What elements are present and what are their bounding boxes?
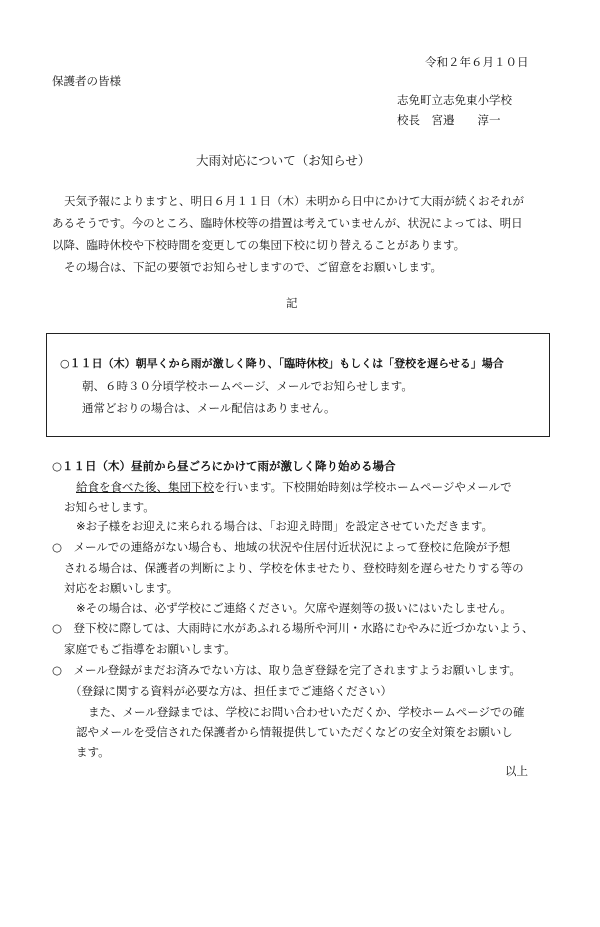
bullet3-line: （登録に関する資料が必要な方は、担任までご連絡ください） <box>70 684 392 698</box>
intro-line: あるそうです。今のところ、臨時休校等の措置は考えていませんが、状況によっては、明日 <box>52 216 523 230</box>
closing-ijo: 以上 <box>505 764 528 778</box>
bullet3-line: ○ メール登録がまだお済みでない方は、取り急ぎ登録を完了されますようお願いします。 <box>52 663 521 677</box>
issue-date: 令和２年６月１０日 <box>425 55 529 69</box>
document-title: 大雨対応について（お知らせ） <box>196 153 371 168</box>
bullet3-line: 認やメールを受信された保護者から情報提供していただくなどの安全対策をお願いし <box>76 725 513 739</box>
case2-line <box>76 479 512 495</box>
intro-line: その場合は、下記の要領でお知らせしますので、ご留意をお願いします。 <box>64 260 443 274</box>
bullet1-note: ※その場合は、必ず学校にご連絡ください。欠席や遅刻等の扱いにはいたしません。 <box>76 601 512 615</box>
recipient: 保護者の皆様 <box>52 74 121 88</box>
case1-heading: ○１１日（木）朝早くから雨が激しく降り、「臨時休校」もしくは「登校を遅らせる」場合 <box>60 357 504 370</box>
bullet2-line: ○ 登下校に際しては、大雨時に水があふれる場所や河川・水路にむやみに近づかないよう、 <box>52 621 534 635</box>
intro-line: 以降、臨時休校や下校時間を変更しての集団下校に切り替えることがあります。 <box>52 238 466 252</box>
intro-line: 天気予報によりますと、明日６月１１日（木）未明から日中にかけて大雨が続くおそれが <box>64 194 524 208</box>
case2-note: ※お子様をお迎えに来られる場合は、「お迎え時間」を設定させていただきます。 <box>76 519 493 533</box>
case2-line-rest: を行います。下校開始時刻は学校ホームページやメールで <box>214 480 512 494</box>
case2-line: お知らせします。 <box>64 500 155 514</box>
bullet1-line: ○ メールでの連絡がない場合も、地域の状況や住居付近状況によって登校に危険が予想 <box>52 540 511 554</box>
bullet1-line: 対応をお願いします。 <box>64 581 179 595</box>
case2-underlined-text: 給食を食べた後、集団下校 <box>76 480 214 494</box>
case1-line: 通常どおりの場合は、メール配信はありません。 <box>82 401 336 415</box>
bullet3-line: また、メール登録までは、学校にお問い合わせいただくか、学校ホームページでの確 <box>88 705 525 719</box>
bullet1-line: される場合は、保護者の判断により、学校を休ませたり、登校時刻を遅らせたりする等の <box>64 561 524 575</box>
bullet3-line: ます。 <box>76 745 110 759</box>
school-name: 志免町立志免東小学校 <box>397 93 512 107</box>
case1-line: 朝、６時３０分頃学校ホームページ、メールでお知らせします。 <box>82 379 413 393</box>
ki-marker: 記 <box>286 296 298 310</box>
principal-name: 校長 宮邉 淳一 <box>397 113 501 127</box>
case2-heading: ○１１日（木）昼前から昼ごろにかけて雨が激しく降り始める場合 <box>52 459 396 473</box>
bullet2-line: 家庭でもご指導をお願いします。 <box>64 642 236 656</box>
